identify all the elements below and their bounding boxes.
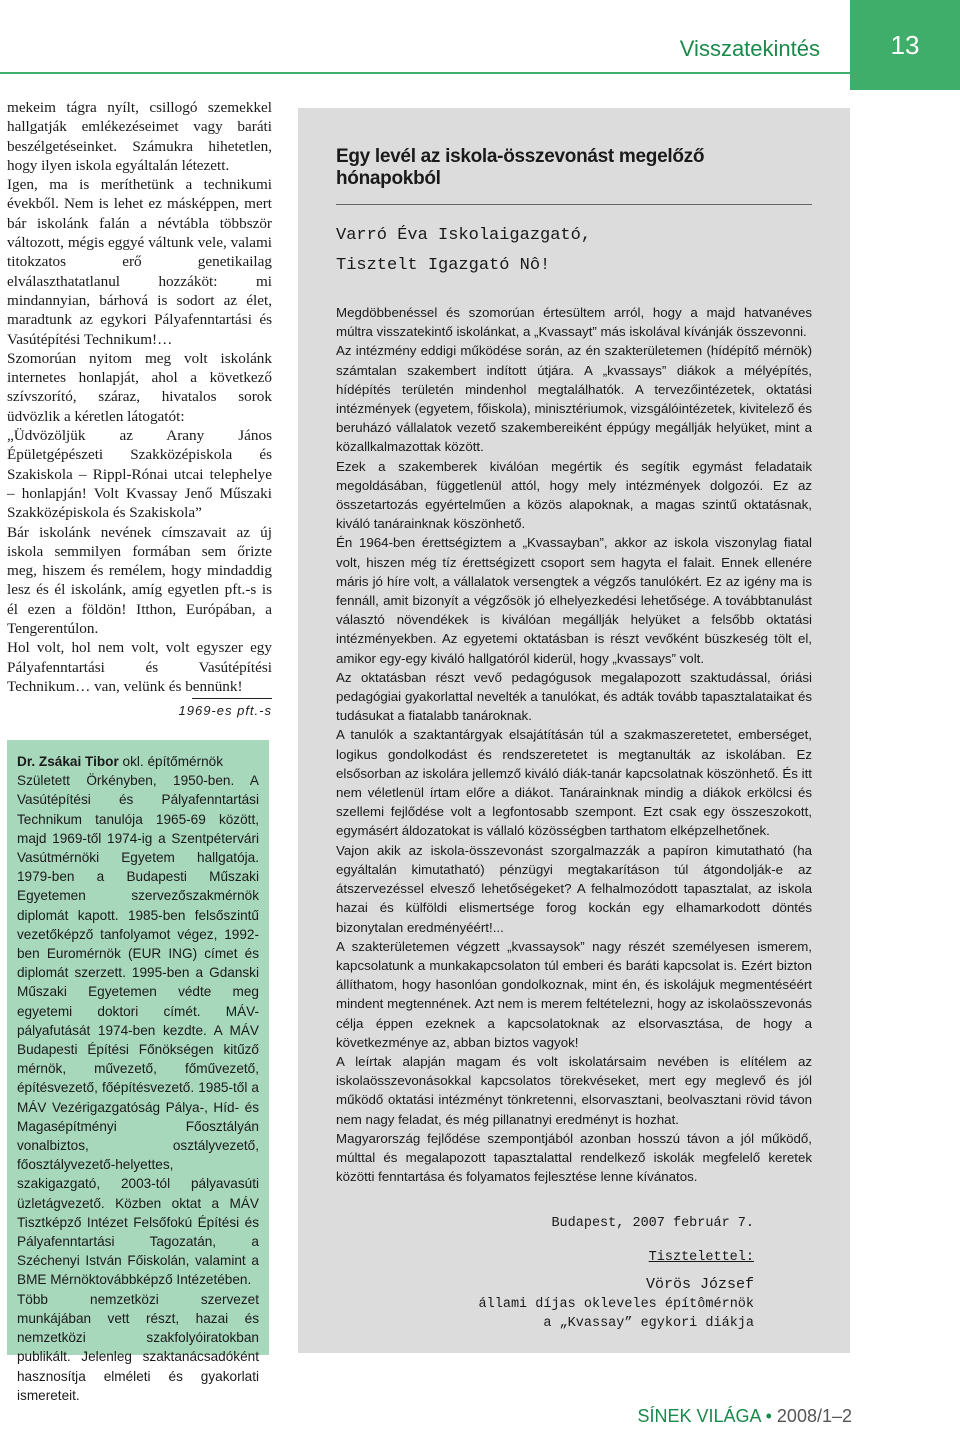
letter-box <box>298 108 850 1353</box>
letter-paragraph: Vajon akik az iskola-összevonást szorgalmazzák a papíron kimutatható (ha egyáltalán kimutatható) pénzügyi megtakarításon túl átgondolják-e az átszervezéssel elvesző lehetőségeket? A felhalmozódott tapasztalat, az iskola hazai és külföldi elismertsége forog kockán egy elhamarkodott döntés bizonytalan eredményéért!... <box>336 842 812 935</box>
letter-paragraph: A leírtak alapján magam és volt iskolatársaim nevében is elítélem az iskolaösszevonásokkal kapcsolatos törekvéseket, mert egy meglevő és jól működő oktatási intézményt tönkretenni, elsorvasztani, beolvasztani rövid távon nem nagy feladat, és még pillanatnyi eredményt is hozhat. <box>336 1053 812 1127</box>
section-title: Visszatekintés <box>679 36 820 61</box>
letter-paragraph: A tanulók a szaktantárgyak elsajátításán túl a szakmaszeretetet, emberséget, logikus gondolkodást és rendszeretetet is megtanulták az iskolában. Ez elsősorban az iskolára jellemző kiváló diák-tanár kapcsolatnak köszönhető. És itt nem véletlenül írtam előre a diákot. Tanárainknak mindig a diákok erkölcsi és szellemi fejlődése volt a legfontosabb szempont. Ezt csak egy összeszokott, egymásért áldozatokat is vállaló közösségben tarthatom elképzelhetőnek. <box>336 727 812 839</box>
bio-heading <box>17 752 259 771</box>
article-paragraph: mekeim tágra nyílt, csillogó szemekkel hallgatják emlékezéseimet vagy baráti beszélgetéseinket. Számukra hihetetlen, hogy ilyen iskola egyáltalán létezett. <box>7 99 272 174</box>
article-paragraph: Hol volt, hol nem volt, volt egyszer egy Pályafenntartási és Vasútépítési Technikum… van, velünk és bennünk! <box>7 639 272 695</box>
bio-title: okl. építőmérnök <box>122 754 224 769</box>
letter-closing <box>336 1214 812 1334</box>
page-number-box <box>850 0 960 90</box>
signature-rule <box>192 698 272 699</box>
footer <box>638 1406 852 1427</box>
article-paragraph: „Üdvözöljük az Arany János Épületgépészeti Szakközépiskola és Szakiskola – Rippl-Rónai utcai telephelye – honlapján! Volt Kvassay Jenő Műszaki Szakközépiskola és Szakiskola” <box>7 427 272 522</box>
sender-title: állami díjas okleveles építômérnök <box>478 1296 754 1312</box>
author-bio-box <box>7 740 269 1403</box>
letter-paragraph: Magyarország fejlődése szempontjából azonban hosszú távon a jól működő, múlttal és megalapozott tapasztalattal rendelkező iskolák megfelelő keretek közötti fenntartása és folyamatos fejlesztése lenne kívánatos. <box>336 1130 812 1185</box>
bio-paragraph: Több nemzetközi szervezet munkájában vett részt, hazai és nemzetközi szakfolyóiratokban publikált. Jelenleg szaktanácsadóként hasznosítja elméleti és gyakorlati ismereteit. <box>17 1291 259 1403</box>
letter-paragraph: Én 1964-ben érettségiztem a „Kvassayban”, akkor az iskola viszonylag fiatal volt, hiszen még tíz érettségizett csoport sem hagyta el falait. Ennek ellenére máris jó híre volt, a vállalatok versengtek a végzős tanulókért. Ez az igény ma is fennáll, amit bizonyít a végzősök jó elhelyezkedési lehetősége. A továbbtanulást választó növendékek is kiválóan megállják helyüket a felsőbb oktatási intézményekben. Az egyetemi oktatásban is részt vevőként büszkeség tölt el, amikor egy-egy kiváló hallgatóról kiderül, hogy „kvassays” volt. <box>336 535 812 666</box>
letter-paragraph: A szakterületemen végzett „kvassaysok” nagy részét személyesen ismerem, kapcsolatunk a munkakapcsolaton túl emberi és baráti kapcsolat is. Ezért bizton állíthatom, hogy hasonlóan gondolkoznak, mint én, és iskolájuk megmentéséért mindent megtennének. Azt nem is merem feltételezni, hogy az iskolaösszevonás célja éppen ezeknek a kapcsolatoknak az elsorvasztása, de hogy a következménye az, abban biztos vagyok! <box>336 938 812 1050</box>
letter-title: Egy levél az iskola-összevonást megelőző hónapokból <box>336 146 705 189</box>
greeting-line: Varró Éva Iskolaigazgató, <box>336 226 592 245</box>
letter-title-rule <box>336 204 812 205</box>
header-rule <box>0 72 850 74</box>
article-paragraph: Bár iskolánk nevének címszavait az új iskola semmilyen formában sem őrizte meg, hiszem és remélem, hogy mindaddig lesz és él iskolánk, amíg egyetlen pft.-s is él ezen a földön! Itthon, Európában, a Tengerentúlon. <box>7 523 272 638</box>
issue-number: 2008/1–2 <box>776 1406 852 1426</box>
bio-name: Dr. Zsákai Tibor <box>17 754 119 769</box>
letter-paragraph: Az oktatásban részt vevő pedagógusok megalapozott szaktudással, óriási pedagógiai gyakorlattal nevelték a tanulókat, és adták tovább tapasztalataikat és tudásukat a fiatalabb tanároknak. <box>336 669 812 724</box>
letter-greeting <box>336 221 812 281</box>
left-column-article <box>7 98 272 721</box>
letter-paragraph: Az intézmény eddigi működése során, az én szakterületemen (hídépítő mérnök) számtalan szakembert indított útjára. A „kvassays” diákok a mélyépítés, hídépítés területén mindenhol megtalálhatók. A tervezőintézetek, oktatási intézmények (egyetem, főiskola), minisztériumok, vizsgálóintézetek, kivitelező és beruházó vállalatok vezető szakembereiként éppúgy megállják helyüket, mint a közallkalmazottak között. <box>336 343 812 455</box>
letter-body <box>336 303 812 1186</box>
letter-paragraph: Megdöbbenéssel és szomorúan értesültem arról, hogy a majd hatvanéves múltra visszatekintő iskolánkat, a „Kvassayt” más iskolával kívánják összevonni. <box>336 305 812 340</box>
greeting-line: Tisztelt Igazgató Nô! <box>336 256 551 275</box>
publication-name: SÍNEK VILÁGA <box>637 1406 761 1426</box>
letter-sender: Vörös József <box>645 1276 754 1294</box>
letter-regards: Tisztelettel: <box>648 1249 754 1265</box>
letter-paragraph: Ezek a szakemberek kiválóan megértik és segítik egymást feladataik megoldásában, függetlenül attól, hogy mely intézmények dolgozói. Ez az összetartozás egyértelműen a közös alapoknak, a magas szintű oktatásnak, kiváló tanárainknak köszönhető. <box>336 458 812 532</box>
page-number: 13 <box>890 29 920 60</box>
letter-date: Budapest, 2007 február 7. <box>551 1216 754 1232</box>
article-paragraph: Szomorúan nyitom meg volt iskolánk internetes honlapját, ahol a következő szívszorító, száraz, hivatalos sorok üdvözlik a kéretlen látogatót: <box>7 349 272 425</box>
footer-bullet: • <box>765 1406 772 1426</box>
sender-title: a „Kvassay” egykori diákja <box>543 1316 754 1332</box>
article-paragraph: Igen, ma is meríthetünk a technikumi évekből. Nem is lehet ez másképpen, mert bár iskolánk falán a névtábla többször változott, mégis eggyé váltunk vele, valami titokzatos erő genetikailag elválaszthatatlanul hozzáköt: mi mindannyian, bárhová is sodort az élet, maradtunk az egykori Pályafenntartási és Vasútépítési Technikum!… <box>7 176 272 348</box>
bio-paragraph: Született Örkényben, 1950-ben. A Vasútépítési és Pályafenntartási Technikum tanulója 1965-69 között, majd 1969-től 1974-ig a Szentpétervári Vasútmérnöki Egyetem hallgatója. 1979-ben a Budapesti Műszaki Egyetemen szervezőszakmérnök diplomát kapott. 1985-ben felsőszintű vezetőképző tanfolyamot végez, 1992-ben Euromérnök (EUR ING) címet és diplomát szerzett. 1995-ben a Gdanski Műszaki Egyetemen védte meg egyetemi doktori címét. MÁV-pályafutását 1974-ben kezdte. A MÁV Budapesti Építési Főnökségen kitűző mérnök, művezető, főművezető, építésvezető, főépítésvezető. 1985-től a MÁV Vezérigazgatóság Pálya-, Híd- és Magasépítményi Főosztályán vonalbiztos, osztályvezető, főosztályvezető-helyettes, szakigazgató, 2003-tól pályavasúti üzletágvezető. Közben oktat a MÁV Tisztképző Intézet Felsőfokú Építési és Pályafenntartási Tagozatán, a Széchenyi István Főiskolán, valamint a BME Mérnöktovábbképző Intézetében. <box>17 773 259 1288</box>
article-signature: 1969-es pft.-s <box>178 703 272 719</box>
